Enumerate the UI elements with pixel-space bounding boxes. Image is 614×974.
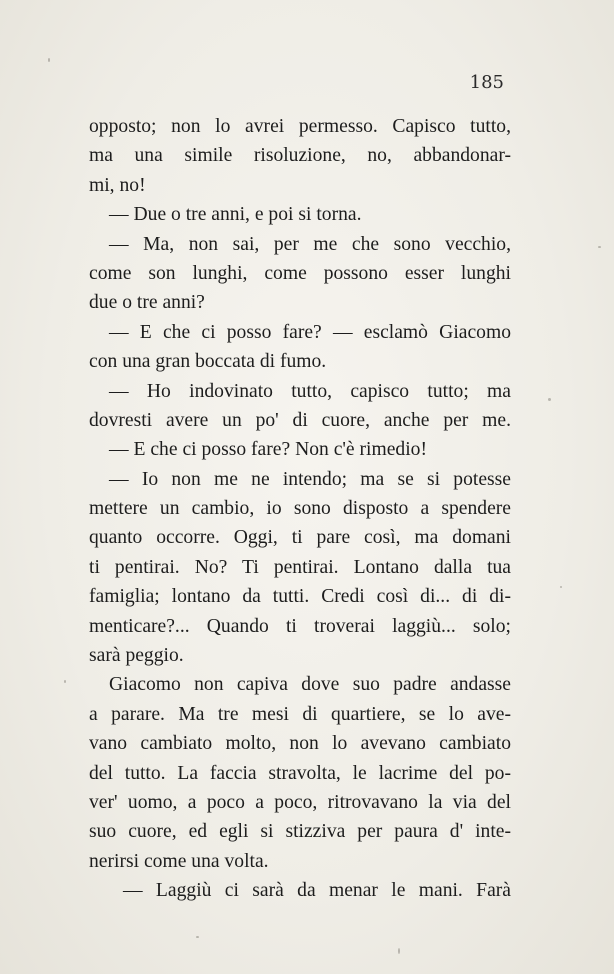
text-line: famiglia; lontano da tutti. Credi così di... di di- (89, 586, 511, 608)
text-line: sarà peggio. (89, 645, 184, 667)
text-line: — Due o tre anni, e poi si torna. (109, 204, 362, 226)
text-line: vano cambiato molto, non lo avevano cambiato (89, 733, 511, 755)
scan-speck (196, 936, 199, 938)
scan-speck (598, 246, 601, 248)
page-number: 185 (469, 72, 504, 93)
scan-speck (48, 58, 50, 62)
scan-speck (560, 586, 562, 588)
scan-speck (398, 948, 400, 954)
text-line: del tutto. La faccia stravolta, le lacrime del po- (89, 762, 511, 784)
text-line: — E che ci posso fare? Non c'è rimedio! (109, 439, 427, 461)
text-line: — Ma, non sai, per me che sono vecchio, (109, 233, 511, 255)
text-line: quanto occorre. Oggi, ti pare così, ma domani (89, 527, 511, 549)
text-line: — E che ci posso fare? — esclamò Giacomo (109, 321, 511, 343)
text-line: — Laggiù ci sarà da menar le mani. Farà (123, 880, 511, 902)
text-line: opposto; non lo avrei permesso. Capisco tutto, (89, 116, 511, 137)
text-line: Giacomo non capiva dove suo padre andasse (109, 674, 511, 696)
text-line: due o tre anni? (89, 292, 205, 314)
text-line: mi, no! (89, 174, 146, 196)
text-line: a parare. Ma tre mesi di quartiere, se lo ave- (89, 703, 511, 725)
text-line: — Ho indovinato tutto, capisco tutto; ma (109, 380, 511, 402)
text-line: con una gran boccata di fumo. (89, 351, 327, 373)
text-line: ti pentirai. No? Ti pentirai. Lontano dalla tua (89, 556, 511, 578)
text-line: ver' uomo, a poco a poco, ritrovavano la via del (89, 791, 511, 813)
text-line: — Io non me ne intendo; ma se si potesse (109, 468, 511, 490)
scan-speck (548, 398, 551, 401)
text-line: suo cuore, ed egli si stizziva per paura d' inte- (89, 821, 511, 843)
text-line: ma una simile risoluzione, no, abbandonar- (89, 145, 511, 167)
text-line: mettere un cambio, io sono disposto a spendere (89, 498, 511, 520)
scan-speck (64, 680, 66, 683)
body-text (89, 112, 511, 906)
text-line: come son lunghi, come possono esser lunghi (89, 262, 511, 284)
text-line: dovresti avere un po' di cuore, anche per me. (89, 409, 511, 431)
text-line: menticare?... Quando ti troverai laggiù... solo; (89, 615, 511, 637)
text-line: nerirsi come una volta. (89, 850, 269, 872)
